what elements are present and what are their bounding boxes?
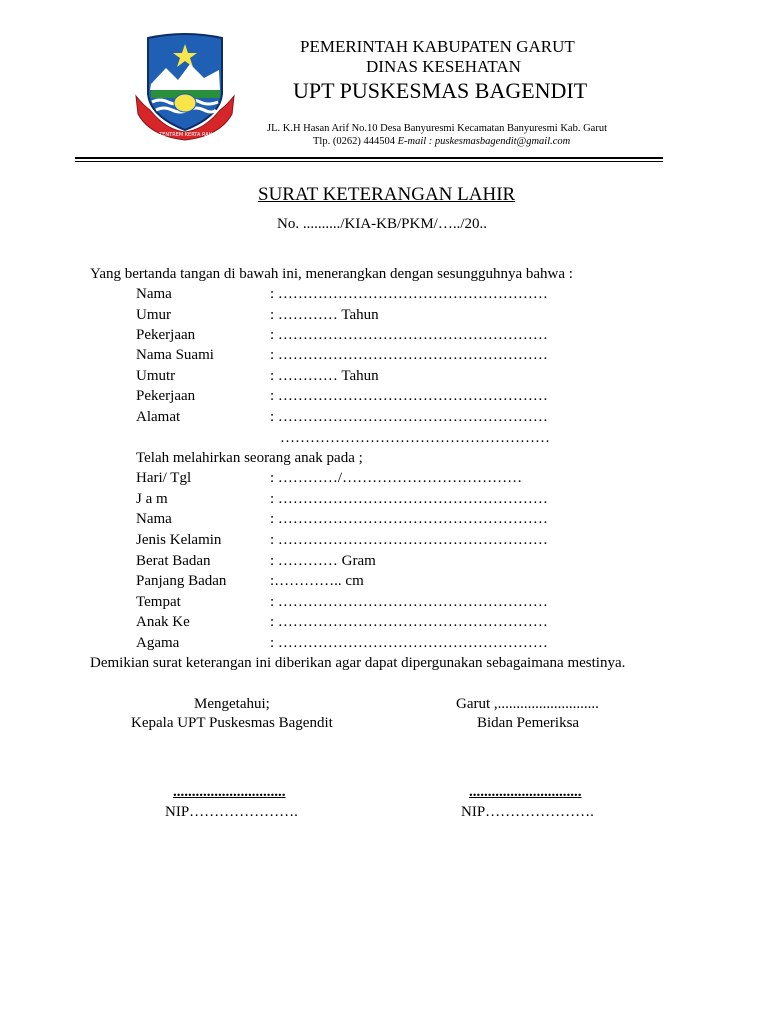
signature-left-nip: NIP…………………. <box>165 804 298 820</box>
header-department: DINAS KESEHATAN <box>366 57 521 76</box>
signature-left-heading: Mengetahui; <box>194 696 270 712</box>
field-value: :………….. cm <box>270 573 364 589</box>
field-label: Jenis Kelamin <box>136 532 222 548</box>
header-divider-thick <box>75 157 663 159</box>
field-label: Nama <box>136 286 172 302</box>
field-label: Panjang Badan <box>136 573 227 589</box>
field-value: : ……………………………………………… <box>270 635 548 651</box>
signature-right-nip: NIP…………………. <box>461 804 594 820</box>
header-address: JL. K.H Hasan Arif No.10 Desa Banyuresmi Kecamatan Banyuresmi Kab. Garut <box>267 123 607 134</box>
field-label: Alamat <box>136 409 181 425</box>
closing-text: Demikian surat keterangan ini diberikan agar dapat dipergunakan sebagaimana mestinya. <box>90 655 626 671</box>
field-label: Umutr <box>136 368 176 384</box>
address-continuation: ……………………………………………… <box>280 430 550 446</box>
field-label: Tempat <box>136 594 181 610</box>
field-label: Nama <box>136 511 172 527</box>
header-government: PEMERINTAH KABUPATEN GARUT <box>300 37 575 56</box>
field-value: : …………/……………………………… <box>270 470 523 486</box>
svg-text:TATA TENTREM KERTA RAHARJA: TATA TENTREM KERTA RAHARJA <box>145 132 225 138</box>
field-label: Pekerjaan <box>136 327 196 343</box>
field-value: : ……………………………………………… <box>270 388 548 404</box>
field-value: : ………… Tahun <box>270 368 379 384</box>
signature-right-line: .............................. <box>469 784 582 800</box>
document-number: No. ........../KIA-KB/PKM/…../20.. <box>277 216 488 232</box>
field-label: J a m <box>136 491 168 507</box>
field-value: : ……………………………………………… <box>270 409 548 425</box>
field-value: : ………… Tahun <box>270 307 379 323</box>
field-label: Anak Ke <box>136 614 190 630</box>
field-value: : ……………………………………………… <box>270 614 548 630</box>
signature-right-date: Garut ,........................... <box>456 696 599 712</box>
field-value: : ……………………………………………… <box>270 594 548 610</box>
field-value: : ……………………………………………… <box>270 347 548 363</box>
header-contact <box>313 136 570 147</box>
field-value: : ……………………………………………… <box>270 286 548 302</box>
field-label: Pekerjaan <box>136 388 196 404</box>
field-value: : ……………………………………………… <box>270 491 548 507</box>
field-label: Hari/ Tgl <box>136 470 192 486</box>
header-institution: UPT PUSKESMAS BAGENDIT <box>293 78 588 103</box>
document-title: SURAT KETERANGAN LAHIR <box>258 184 516 205</box>
birth-intro-text: Telah melahirkan seorang anak pada ; <box>136 450 363 466</box>
field-value: : ……………………………………………… <box>270 532 548 548</box>
header-email: E-mail : puskesmasbagendit@gmail.com <box>397 136 571 147</box>
field-value: : ……………………………………………… <box>270 327 548 343</box>
field-label: Umur <box>136 307 171 323</box>
header-divider-thin <box>75 161 663 162</box>
header-phone: Tlp. (0262) 444504 <box>313 136 398 147</box>
field-label: Berat Badan <box>136 553 211 569</box>
signature-left-line: .............................. <box>173 784 286 800</box>
intro-text: Yang bertanda tangan di bawah ini, menerangkan dengan sesungguhnya bahwa : <box>90 266 573 282</box>
signature-right-title: Bidan Pemeriksa <box>477 715 580 731</box>
field-value: : ……………………………………………… <box>270 511 548 527</box>
field-value: : ………… Gram <box>270 553 376 569</box>
field-label: Agama <box>136 635 180 651</box>
kabupaten-garut-logo <box>134 32 236 142</box>
field-label: Nama Suami <box>136 347 214 363</box>
signature-left-title: Kepala UPT Puskesmas Bagendit <box>131 715 333 731</box>
